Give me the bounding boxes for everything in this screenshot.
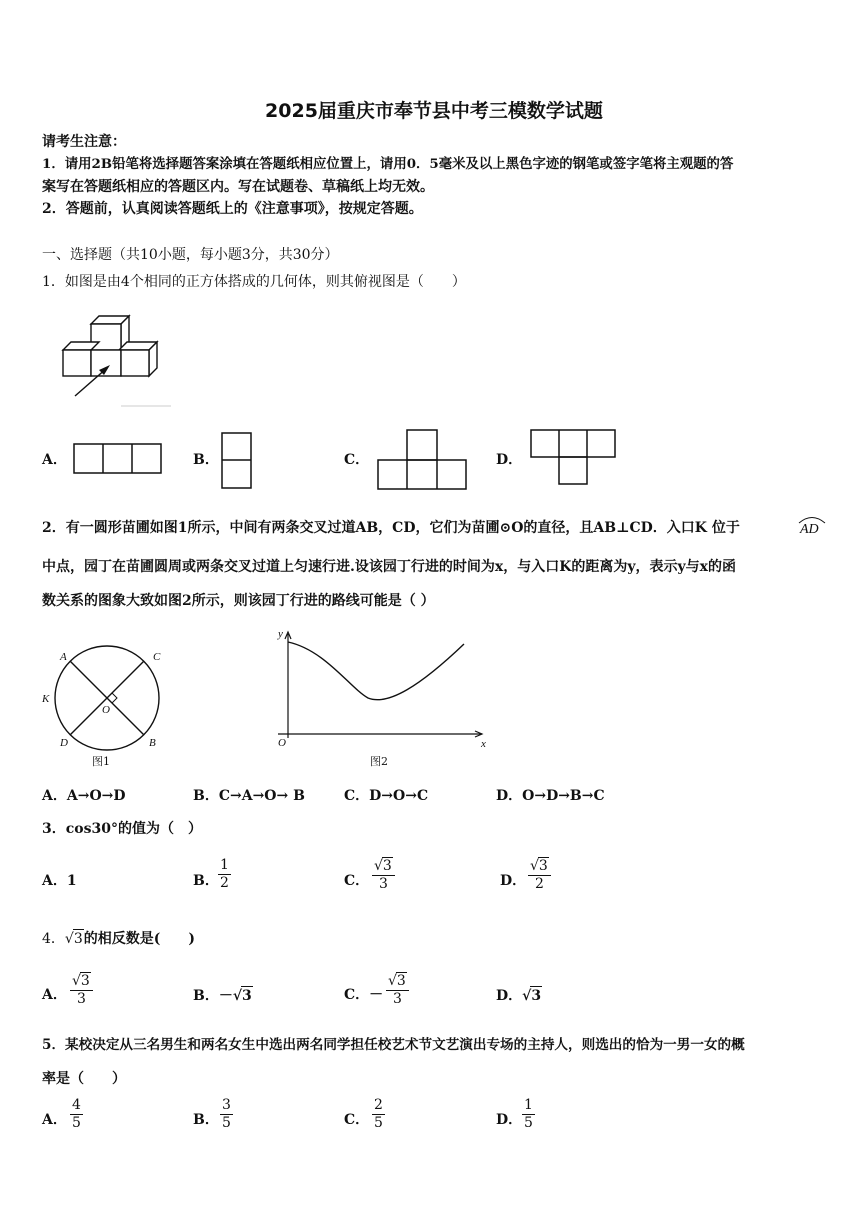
q3-c-denominator: 3 bbox=[378, 876, 388, 892]
q2-arc-mark bbox=[797, 512, 827, 524]
q5-option-d: D． bbox=[496, 1112, 523, 1128]
q5-a-denominator: 5 bbox=[72, 1115, 81, 1131]
q4-stem-text: 的相反数是( ) bbox=[83, 931, 196, 947]
q5-b-denominator: 5 bbox=[222, 1115, 231, 1131]
q5-c-numerator: 2 bbox=[374, 1097, 383, 1113]
q3-d-denominator: 2 bbox=[534, 876, 544, 892]
q5-option-b: B． bbox=[193, 1112, 219, 1128]
q3-option-c-fraction bbox=[372, 857, 395, 893]
q2-figure-2-graph bbox=[270, 628, 490, 748]
fig1-label-o: O bbox=[102, 704, 110, 716]
q4-option-c-fraction bbox=[386, 972, 409, 1008]
q4-c-denominator: 3 bbox=[392, 991, 402, 1007]
q4-c-numerator: √3 bbox=[386, 972, 409, 991]
q4-radicand: 3 bbox=[73, 931, 83, 947]
q1-option-c: C． bbox=[344, 452, 370, 468]
q4-option-c: C．－ bbox=[344, 987, 384, 1003]
page-title: 2025届重庆市奉节县中考三模数学试题 bbox=[265, 100, 603, 122]
q3-b-denominator: 2 bbox=[220, 875, 229, 891]
q4-option-b-label: B．－ bbox=[193, 988, 233, 1004]
fig2-label-y: y bbox=[278, 628, 283, 640]
q5-option-a: A． bbox=[42, 1112, 67, 1128]
q2-option-c: C．D→O→C bbox=[344, 788, 429, 804]
q3-option-d-fraction bbox=[528, 857, 551, 893]
q2-arc-label: AD bbox=[800, 522, 819, 537]
q3-c-numerator: √3 bbox=[372, 857, 395, 876]
fig1-label-k: K bbox=[42, 693, 50, 705]
q5-d-numerator: 1 bbox=[524, 1097, 533, 1113]
q2-option-b: B．C→A→O→ B bbox=[193, 788, 305, 804]
q3-stem: 3．cos30°的值为（ ） bbox=[42, 821, 202, 837]
q4-c-radicand: 3 bbox=[396, 973, 406, 989]
q5-stem-b: 率是（ ） bbox=[42, 1071, 126, 1087]
q3-c-radicand: 3 bbox=[382, 858, 392, 874]
q1-option-d: D． bbox=[496, 452, 523, 468]
q5-option-c-fraction bbox=[372, 1097, 385, 1132]
q1-solid-figure bbox=[55, 312, 175, 412]
q3-option-b-fraction bbox=[218, 857, 231, 892]
fig1-caption: 图1 bbox=[92, 755, 110, 768]
notice-line1a: 1．请用2B铅笔将选择题答案涂填在答题纸相应位置上，请用0．5毫米及以上黑色字迹的钢笔或签字笔将主观题的答 bbox=[42, 156, 734, 172]
q5-d-denominator: 5 bbox=[524, 1115, 533, 1131]
fig1-label-a: A bbox=[60, 651, 67, 663]
q4-option-a: A． bbox=[42, 987, 67, 1003]
section-heading: 一、选择题（共10小题，每小题3分，共30分） bbox=[42, 247, 339, 263]
notice-heading: 请考生注意： bbox=[42, 134, 126, 150]
q4-sqrt: √3 bbox=[64, 931, 83, 947]
fig2-label-x: x bbox=[481, 738, 486, 750]
q1-option-a: A． bbox=[42, 452, 67, 468]
q3-option-a: A．1 bbox=[42, 873, 77, 889]
q5-option-c: C． bbox=[344, 1112, 370, 1128]
q5-stem-a: 5．某校决定从三名男生和两名女生中选出两名同学担任校艺术节文艺演出专场的主持人，则选出的恰为一男一女的概 bbox=[42, 1037, 745, 1053]
q2-stem-b: 中点，园丁在苗圃圆周或两条交叉过道上匀速行进.设该园丁行进的时间为x，与入口K的距离为y，表示y与x的函 bbox=[42, 559, 737, 575]
q2-stem-c: 数关系的图象大致如图2所示，则该园丁行进的路线可能是（ ） bbox=[42, 593, 435, 609]
q5-option-a-fraction bbox=[70, 1097, 83, 1132]
fig2-label-o: O bbox=[278, 737, 286, 749]
q5-option-b-fraction bbox=[220, 1097, 233, 1132]
q1-option-b: B． bbox=[193, 452, 219, 468]
q5-option-d-fraction bbox=[522, 1097, 535, 1132]
q3-option-b: B． bbox=[193, 873, 219, 889]
notice-line1b: 案写在答题纸相应的答题区内。写在试题卷、草稿纸上均无效。 bbox=[42, 179, 434, 195]
fig1-label-b: B bbox=[149, 737, 156, 749]
q4-number: 4． bbox=[42, 931, 65, 947]
q4-option-d-label: D． bbox=[496, 988, 523, 1004]
q4-option-d: D．√3 bbox=[496, 988, 542, 1004]
q5-a-numerator: 4 bbox=[72, 1097, 81, 1113]
q1-option-a-figure bbox=[73, 443, 163, 475]
q3-option-d: D． bbox=[500, 873, 527, 889]
q4-a-radicand: 3 bbox=[80, 973, 90, 989]
q3-option-c: C． bbox=[344, 873, 370, 889]
q4-b-radicand: 3 bbox=[242, 988, 252, 1004]
fig1-label-c: C bbox=[153, 651, 161, 663]
q1-option-d-figure bbox=[530, 429, 618, 487]
q1-option-c-figure bbox=[377, 429, 469, 491]
q4-a-numerator: √3 bbox=[70, 972, 93, 991]
q4-d-radicand: 3 bbox=[531, 988, 542, 1004]
notice-line2: 2．答题前，认真阅读答题纸上的《注意事项》，按规定答题。 bbox=[42, 201, 423, 217]
q4-option-b: B．－√3 bbox=[193, 988, 252, 1004]
q2-stem-a: 2．有一圆形苗圃如图1所示，中间有两条交叉过道AB，CD，它们为苗圃⊙O的直径，且AB⊥CD．入口K 位于 bbox=[42, 520, 740, 536]
q4-a-denominator: 3 bbox=[76, 991, 86, 1007]
fig2-caption: 图2 bbox=[370, 755, 388, 768]
q4-stem bbox=[42, 929, 195, 948]
q2-option-d: D．O→D→B→C bbox=[496, 788, 605, 804]
q1-option-b-figure bbox=[221, 432, 253, 490]
q5-b-numerator: 3 bbox=[222, 1097, 231, 1113]
q1-stem: 1．如图是由4个相同的正方体搭成的几何体，则其俯视图是（ ） bbox=[42, 274, 466, 290]
fig1-label-d: D bbox=[60, 737, 68, 749]
q3-b-numerator: 1 bbox=[220, 857, 229, 873]
q3-d-numerator: √3 bbox=[528, 857, 551, 876]
q5-c-denominator: 5 bbox=[374, 1115, 383, 1131]
q3-d-radicand: 3 bbox=[538, 858, 548, 874]
q2-option-a: A．A→O→D bbox=[42, 788, 126, 804]
q4-option-a-fraction bbox=[70, 972, 93, 1008]
